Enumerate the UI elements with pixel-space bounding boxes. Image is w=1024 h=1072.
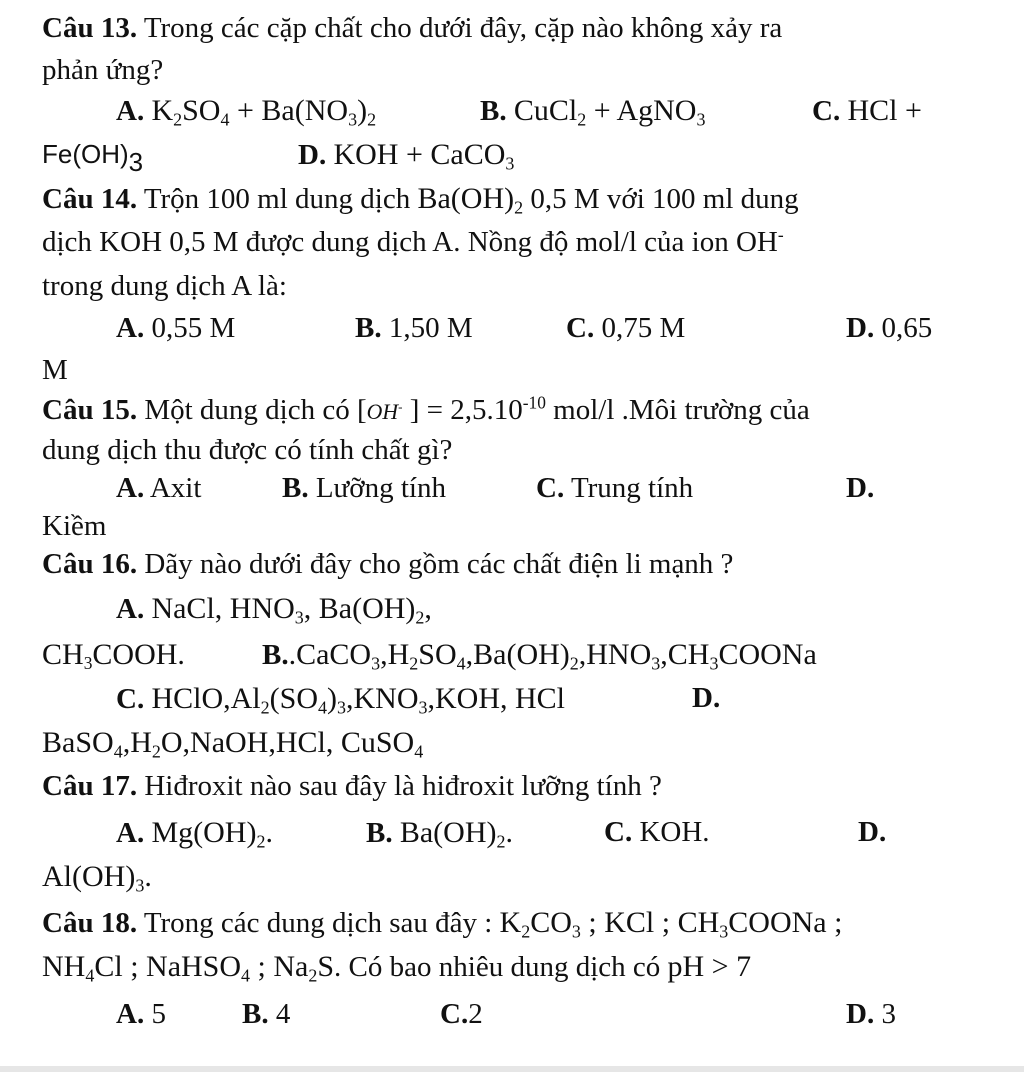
q16-option-b-formula: $.CaCO_3,H_2SO_4,Ba(OH)_2,HNO_3,CH_3COONa$: [288, 638, 817, 674]
q16-option-d-formula: $BaSO_4,H_2O,NaOH,HCl$, CuSO$_4$: [42, 726, 424, 762]
q17-option-b-formula: $Ba(OH)_2$.: [399, 816, 513, 852]
q16-option-a-formula: NaCl, $HNO_3$, $Ba(OH)_2$,: [151, 592, 432, 628]
q14-line-1: Câu 14. Trộn 100 ml dung dịch $Ba(OH)_2$ 0,5 M với 100 ml dung: [42, 182, 799, 218]
q17-option-c[interactable]: C. KOH.: [604, 816, 710, 848]
q17-option-a[interactable]: A. $Mg(OH)_2$.: [116, 816, 273, 852]
q13-option-c[interactable]: C. HCl +: [812, 94, 922, 127]
q14-label: Câu 14.: [42, 183, 138, 215]
q18-option-b[interactable]: B. 4: [242, 998, 291, 1030]
q16-option-a[interactable]: A. NaCl, $HNO_3$, $Ba(OH)_2$,: [116, 592, 432, 628]
q18-solutions-1: $K_2CO_3$ ; KCl ; $CH_3COONa$ ;: [499, 906, 843, 942]
q15-option-c[interactable]: C. Trung tính: [536, 472, 694, 504]
bottom-divider: [0, 1066, 1024, 1072]
q16-option-d-cont: [42, 726, 424, 762]
q13-text-1: Trong các cặp chất cho dưới đây, cặp nào không xảy ra: [143, 12, 783, 44]
q17-label: Câu 17.: [42, 770, 138, 802]
q18-solutions-2: $NH_4Cl$ ; NaHSO$_4$ ; $Na_2S$: [42, 950, 335, 986]
q13-option-b-formula: CuCl$_2$ + AgNO$_3$: [513, 94, 706, 130]
q16-option-a-cont: $CH_3COOH$.: [42, 638, 185, 674]
q15-option-b[interactable]: B. Lưỡng tính: [282, 472, 446, 504]
q14-line-2: dịch KOH 0,5 M được dung dịch A. Nồng độ mol/l của ion OH-: [42, 224, 784, 258]
q13-option-a[interactable]: A. $K_2SO_4 + Ba(NO_3)_2$: [116, 94, 377, 130]
q16-option-c-formula: $HClO,Al_2(SO_4)_3,KNO_3,KOH$, HCl: [151, 682, 565, 718]
q16-line-1: Câu 16. Dãy nào dưới đây cho gồm các chất điện li mạnh ?: [42, 548, 734, 580]
q13-option-d-formula: KOH + CaCO$_3$: [333, 138, 515, 174]
q13-text-2: phản ứng?: [42, 54, 164, 86]
q17-option-a-formula: $Mg(OH)_2$.: [151, 816, 273, 852]
q15-line-2: dung dịch thu được có tính chất gì?: [42, 434, 453, 466]
q18-ph-condition: pH > 7: [667, 950, 752, 983]
q13-line-2: [42, 56, 163, 85]
q13-option-b[interactable]: B. CuCl$_2$ + AgNO$_3$: [480, 94, 706, 130]
q13-line-1: [42, 14, 782, 43]
q14-option-d-cont: M: [42, 354, 68, 386]
q15-option-a[interactable]: A. Axit: [116, 472, 202, 504]
q16-label: Câu 16.: [42, 548, 138, 580]
q17-option-d-cont: [42, 860, 152, 896]
q13-option-d[interactable]: D. KOH + CaCO$_3$: [298, 138, 515, 174]
q18-label: Câu 18.: [42, 907, 138, 939]
q14-option-b[interactable]: B. 1,50 M: [355, 312, 473, 344]
q13-option-c-cont: $Fe(OH)_3$: [42, 139, 144, 177]
q17-option-d-formula: $Al(OH)_3$.: [42, 860, 152, 896]
q13-option-c-formula: HCl +: [847, 94, 922, 127]
q14-option-c[interactable]: C. 0,75 M: [566, 312, 686, 344]
q15-option-d[interactable]: D.: [846, 472, 875, 504]
q16-option-d[interactable]: D.: [692, 682, 721, 714]
q18-line-2: $NH_4Cl$ ; NaHSO$_4$ ; $Na_2S$. Có bao nhiêu dung dịch có pH > 7: [42, 950, 752, 986]
q18-option-c[interactable]: C.2: [440, 998, 483, 1030]
q15-option-d-cont: Kiềm: [42, 510, 107, 542]
q15-concentration: [OH- ]: [356, 394, 420, 426]
q15-label: Câu 15.: [42, 394, 138, 426]
q18-option-a[interactable]: A. 5: [116, 998, 166, 1030]
q18-line-1: Câu 18. Trong các dung dịch sau đây : $K_2CO_3$ ; KCl ; $CH_3COONa$ ;: [42, 906, 843, 942]
q17-option-b[interactable]: B. $Ba(OH)_2$.: [366, 816, 513, 852]
q17-option-d[interactable]: D.: [858, 816, 887, 848]
q16-option-c[interactable]: C. $HClO,Al_2(SO_4)_3,KNO_3,KOH$, HCl: [116, 682, 565, 718]
q17-line-1: Câu 17. Hiđroxit nào sau đây là hiđroxit lưỡng tính ?: [42, 770, 662, 802]
q15-line-1: Câu 15. Một dung dịch có [OH- ] = $2,5.10^{-10}$ mol/l .Môi trường của: [42, 392, 810, 426]
q14-line-3: trong dung dịch A là:: [42, 270, 287, 302]
q18-option-d[interactable]: D. 3: [846, 998, 896, 1030]
q14-option-d[interactable]: D. 0,65: [846, 312, 933, 344]
q13-option-a-formula: $K_2SO_4 + Ba(NO_3)_2$: [151, 94, 377, 130]
q14-option-a[interactable]: A. 0,55 M: [116, 312, 236, 344]
q16-option-b[interactable]: $B..CaCO_3,H_2SO_4,Ba(OH)_2,HNO_3,CH_3COONa$: [262, 638, 817, 674]
q13-label: Câu 13.: [42, 12, 138, 44]
